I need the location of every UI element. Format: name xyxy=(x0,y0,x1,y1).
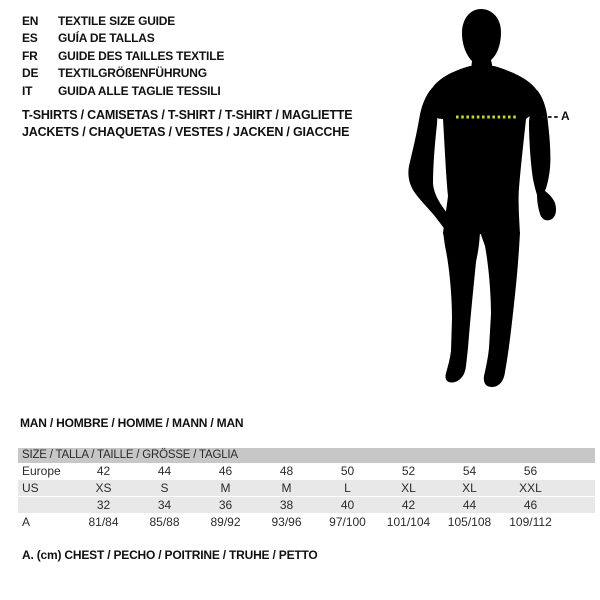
category-line: T-SHIRTS / CAMISETAS / T-SHIRT / T-SHIRT / MAGLIETTE xyxy=(22,108,353,122)
table-cell: 50 xyxy=(340,464,355,478)
table-cell: 93/96 xyxy=(271,515,302,529)
table-cell: 32 xyxy=(96,498,111,512)
table-row-chest-a xyxy=(18,514,595,531)
table-cell-spacer xyxy=(561,480,595,496)
table-cell: 40 xyxy=(340,498,355,512)
man-silhouette xyxy=(408,9,556,387)
size-table xyxy=(18,448,595,531)
table-cell: 105/108 xyxy=(447,515,492,529)
table-cell: S xyxy=(160,481,169,495)
table-cell: 34 xyxy=(157,498,172,512)
table-cell: 85/88 xyxy=(149,515,180,529)
language-code: EN xyxy=(22,14,39,28)
table-cell: XL xyxy=(401,481,416,495)
table-cell-spacer xyxy=(561,497,595,513)
table-cell: 101/104 xyxy=(386,515,431,529)
table-row-us xyxy=(18,480,595,497)
measurement-footnote: A. (cm) CHEST / PECHO / POITRINE / TRUHE / PETTO xyxy=(22,548,318,562)
guide-title: GUÍA DE TALLAS xyxy=(58,31,155,46)
guide-title: GUIDE DES TAILLES TEXTILE xyxy=(58,48,225,63)
guide-title: TEXTILGRÖßENFÜHRUNG xyxy=(58,66,207,81)
table-cell: 81/84 xyxy=(88,515,119,529)
table-cell: 109/112 xyxy=(509,515,552,529)
measurement-label-a: A xyxy=(561,109,570,123)
table-cell: XXL xyxy=(519,481,542,495)
table-cell-spacer xyxy=(561,514,595,530)
language-code: DE xyxy=(22,66,39,81)
guide-title: GUIDA ALLE TAGLIE TESSILI xyxy=(58,83,221,98)
table-cell: M xyxy=(281,481,292,495)
table-cell: 42 xyxy=(401,498,416,512)
category-line: JACKETS / CHAQUETAS / VESTES / JACKEN / GIACCHE xyxy=(22,124,350,139)
table-cell: XS xyxy=(95,481,112,495)
table-cell: 36 xyxy=(218,498,233,512)
language-code: FR xyxy=(22,48,38,63)
table-cell: 44 xyxy=(462,498,477,512)
table-cell: 46 xyxy=(523,498,538,512)
table-cell: XL xyxy=(462,481,477,495)
row-label: US xyxy=(22,481,39,495)
language-code: IT xyxy=(22,83,33,98)
table-cell: 44 xyxy=(157,464,172,478)
row-label xyxy=(18,497,73,513)
table-cell: 46 xyxy=(218,464,233,478)
table-cell: 42 xyxy=(96,464,111,478)
table-row-europe xyxy=(18,463,595,480)
table-cell-spacer xyxy=(561,463,595,479)
table-cell: 89/92 xyxy=(210,515,241,529)
table-cell: 48 xyxy=(279,464,294,478)
table-cell: 97/100 xyxy=(329,515,366,529)
section-title-man: MAN / HOMBRE / HOMME / MANN / MAN xyxy=(20,416,244,430)
table-cell: 52 xyxy=(401,464,416,478)
table-row-numeric xyxy=(18,497,595,514)
table-cell: M xyxy=(220,481,231,495)
guide-title: TEXTILE SIZE GUIDE xyxy=(58,14,176,28)
table-cell: 38 xyxy=(279,498,294,512)
table-cell: 56 xyxy=(523,464,538,478)
row-label: Europe xyxy=(22,464,61,478)
language-code: ES xyxy=(22,31,38,46)
row-label: A xyxy=(22,515,31,529)
table-cell: L xyxy=(344,481,351,495)
table-cell: 54 xyxy=(462,464,477,478)
size-table-header: SIZE / TALLA / TAILLE / GRÖSSE / TAGLIA xyxy=(18,448,595,463)
